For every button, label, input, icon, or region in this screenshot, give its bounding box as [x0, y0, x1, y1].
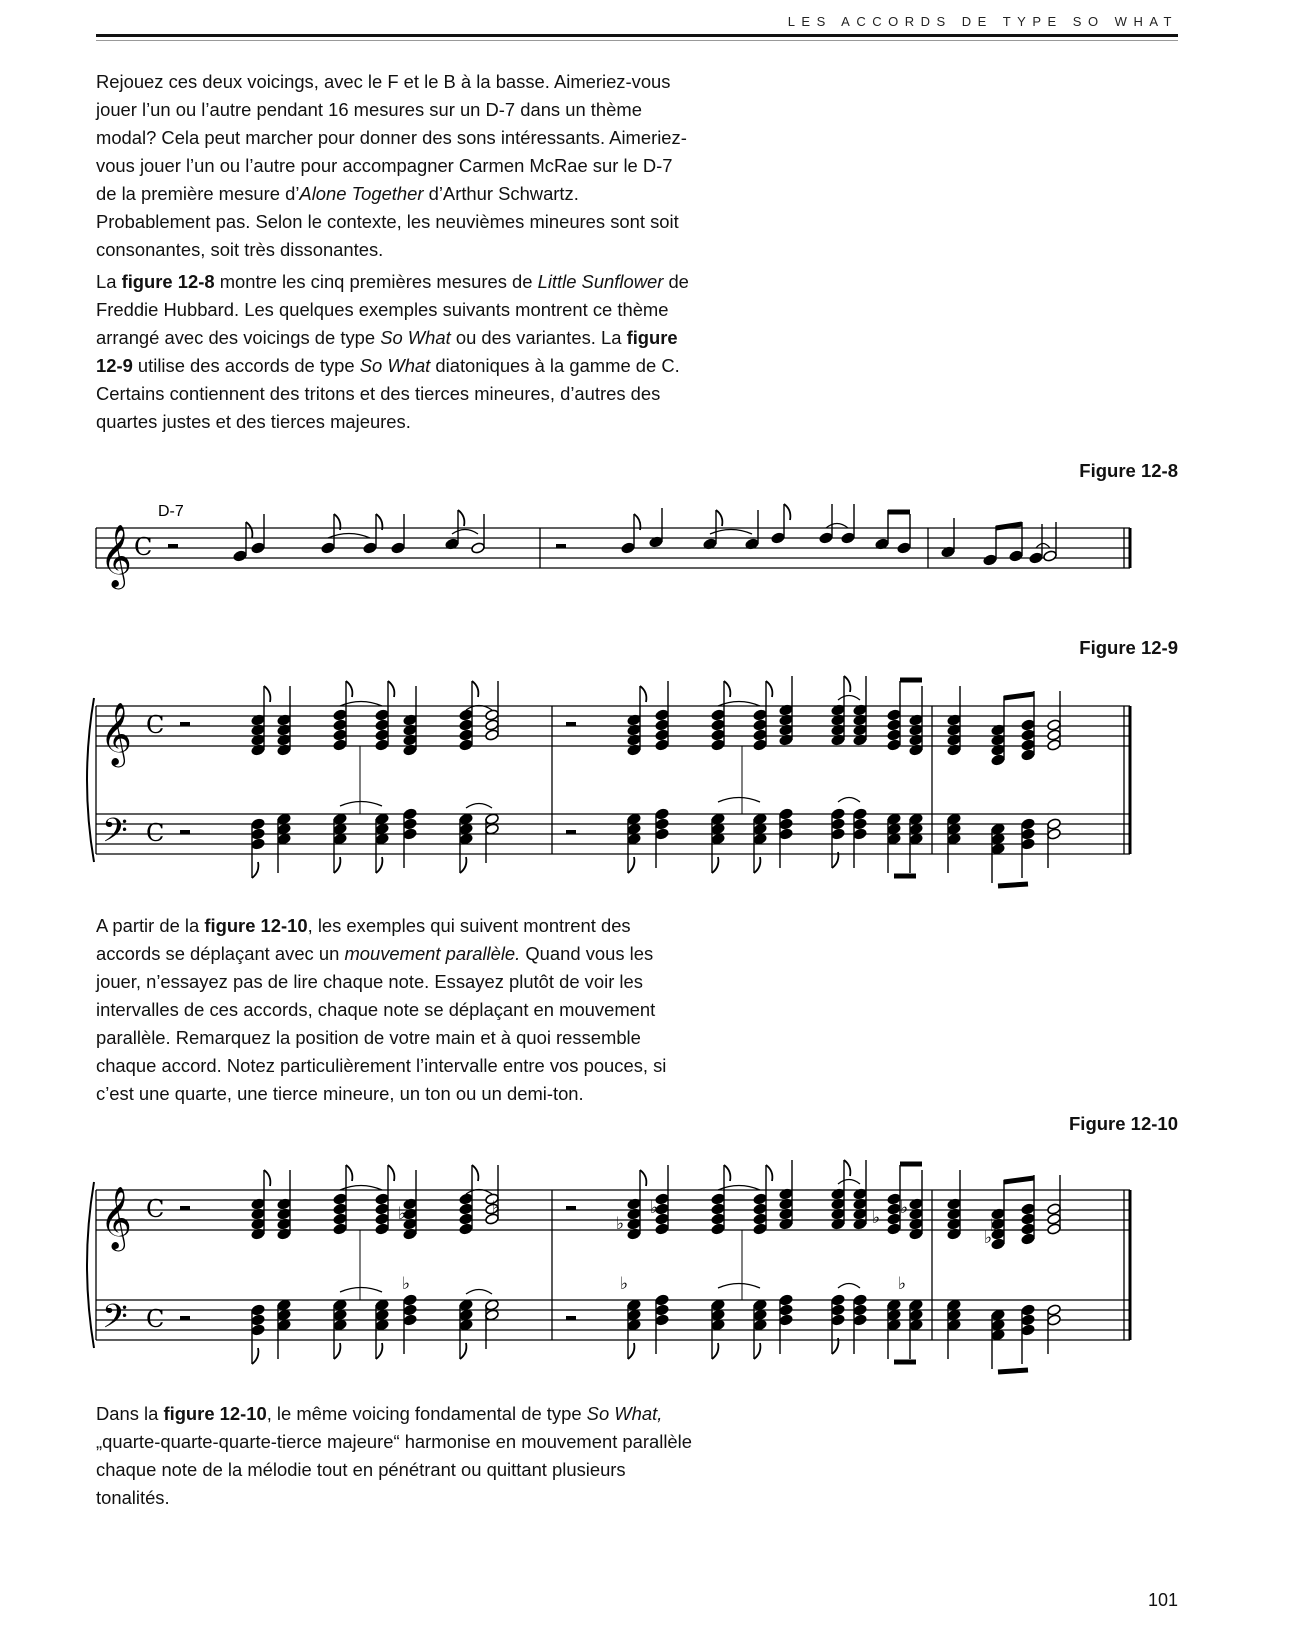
tie [838, 1180, 860, 1185]
common-time: C [146, 1305, 165, 1333]
notehead [947, 1309, 962, 1321]
notehead [333, 1299, 348, 1311]
notehead [1047, 1213, 1062, 1225]
tie [838, 1284, 860, 1289]
text-run: utilise des accords de type [132, 355, 360, 376]
tie [466, 1290, 492, 1295]
flag [754, 1343, 760, 1359]
text-run: diatoniques à la gamme de C. Certains contiennent des tritons et des tierces mineures, d’autres des quartes justes et des tierces majeures. [96, 355, 680, 432]
notehead [887, 1299, 902, 1311]
notehead [1021, 1213, 1036, 1225]
notehead [459, 1309, 474, 1321]
flat-sign: ♭ [984, 1228, 993, 1248]
bold-run: figure 12-8 [121, 271, 215, 292]
text-run: Quand vous les jouer, n’essayez pas de lire chaque note. Essayez plutôt de voir les intervalles de ces accords, chaque note se déplaçant en mouvement parallèle. Remarquez la position de votre main et à quoi ressemble chaque accord. Notez particulièrement l’intervalle entre vos pouces, si c’est une quarte, une tierce mineure, un ton ou un demi-ton. [96, 943, 667, 1104]
notehead [251, 1324, 266, 1336]
notehead [1021, 1304, 1036, 1316]
notehead [711, 1319, 726, 1331]
text-run: „quarte-quarte-quarte-tierce majeure“ harmonise en mouvement parallèle chaque note de la mélodie tout en pénétrant ou quittant plusieurs tonalités. [96, 1431, 692, 1508]
notehead [909, 1319, 924, 1331]
flag [346, 1165, 352, 1181]
notehead [853, 1294, 868, 1306]
notehead [753, 1319, 768, 1331]
notehead [753, 1213, 768, 1225]
flag [388, 1165, 394, 1181]
text-run: Rejouez ces deux voicings, avec le F et le B à la basse. Aimeriez-vous jouer l’un ou l’autre pendant 16 mesures sur un D-7 dans un thème modal? Cela peut marcher pour donner des sons intéressants. Aimeriez-vous jouer l’un ou l’autre pour accompagner Carmen McRae sur le D-7 de la première mesure d’ [96, 71, 687, 204]
half-rest [180, 1316, 190, 1320]
notehead [887, 1309, 902, 1321]
flag [766, 1165, 772, 1181]
text-run: , le même voicing fondamental de type [266, 1403, 587, 1424]
notehead [1047, 1223, 1062, 1235]
brace [87, 1182, 94, 1348]
flag [252, 1348, 258, 1364]
notehead [1047, 1203, 1062, 1215]
notehead [1021, 1233, 1036, 1245]
notehead [947, 1319, 962, 1331]
text-run: montre les cinq premières mesures de [214, 271, 538, 292]
notehead [753, 1299, 768, 1311]
flat-sign: ♭ [620, 1274, 629, 1294]
treble-clef: 𝄞 [100, 702, 132, 765]
notehead [333, 1309, 348, 1321]
notehead [991, 1238, 1006, 1250]
notehead [711, 1193, 726, 1205]
running-header: LES ACCORDS DE TYPE SO WHAT [787, 14, 1178, 29]
italic-run: So What [359, 355, 431, 376]
notehead [831, 1314, 846, 1326]
italic-run: mouvement parallèle. [344, 943, 521, 964]
common-time: C [146, 711, 165, 739]
tie [340, 1288, 382, 1293]
notehead [991, 1329, 1006, 1341]
bold-run: figure 12-10 [204, 915, 308, 936]
paragraph-4 [96, 1400, 696, 1512]
notehead [459, 1299, 474, 1311]
notehead [753, 1203, 768, 1215]
half-rest [180, 1206, 190, 1210]
notehead [947, 1299, 962, 1311]
notehead [403, 1314, 418, 1326]
notehead [909, 1299, 924, 1311]
notehead [655, 1314, 670, 1326]
flat-sign: ♭ [402, 1274, 411, 1294]
notehead [277, 1299, 292, 1311]
notehead [459, 1223, 474, 1235]
notehead [655, 1223, 670, 1235]
flat-sign: ♭ [616, 1214, 625, 1234]
bold-run: figure 12-10 [163, 1403, 267, 1424]
notehead [779, 1304, 794, 1316]
half-rest [566, 1316, 576, 1320]
flag [472, 1165, 478, 1181]
notehead [711, 1213, 726, 1225]
flag [460, 1343, 466, 1359]
treble-clef: 𝄞 [100, 1186, 132, 1249]
notehead [991, 1319, 1006, 1331]
flat-sign: ♭ [650, 1198, 659, 1218]
flag [844, 1160, 850, 1176]
bass-clef: 𝄢 [102, 812, 128, 858]
text-run: , les exemples qui suivent montrent des accords se déplaçant avec un [96, 915, 631, 964]
notehead [1047, 1314, 1062, 1326]
notehead [753, 1193, 768, 1205]
half-rest [566, 1206, 576, 1210]
notehead [991, 1309, 1006, 1321]
italic-run: Little Sunflower [537, 271, 664, 292]
figure-12-10-label: Figure 12-10 [1069, 1113, 1178, 1134]
flag [724, 1165, 730, 1181]
notehead [333, 1319, 348, 1331]
notehead [459, 1193, 474, 1205]
notehead [375, 1213, 390, 1225]
notehead [831, 1294, 846, 1306]
notehead [887, 1319, 902, 1331]
notehead [1021, 1324, 1036, 1336]
notehead [753, 1309, 768, 1321]
notehead [333, 1223, 348, 1235]
text-run: de Freddie Hubbard. Les quelques exemples suivants montrent ce thème arrangé avec des voicings de type [96, 271, 689, 348]
flat-sign: ♭ [898, 1274, 907, 1294]
notehead [711, 1203, 726, 1215]
notehead [375, 1223, 390, 1235]
flat-sign: ♭ [900, 1198, 909, 1218]
flag [712, 1343, 718, 1359]
notehead [1021, 1203, 1036, 1215]
beam [1004, 1178, 1034, 1182]
notehead [1047, 1304, 1062, 1316]
notehead [403, 1294, 418, 1306]
notehead [887, 1223, 902, 1235]
italic-run: Alone Together [299, 183, 424, 204]
notehead [459, 1319, 474, 1331]
text-run: La [96, 271, 122, 292]
tie [718, 1284, 760, 1289]
notehead [779, 1314, 794, 1326]
notehead [375, 1193, 390, 1205]
figure-12-9-label: Figure 12-9 [1079, 637, 1178, 658]
notehead [375, 1299, 390, 1311]
chord-symbol: D-7 [158, 503, 184, 520]
treble-clef: 𝄞 [100, 524, 132, 587]
notehead [375, 1203, 390, 1215]
common-time: C [134, 533, 153, 561]
flag [628, 1343, 634, 1359]
notehead [711, 1223, 726, 1235]
flag [334, 1343, 340, 1359]
notehead [711, 1309, 726, 1321]
text-run: Dans la [96, 1403, 164, 1424]
common-time: C [146, 819, 165, 847]
notehead [627, 1319, 642, 1331]
notehead [333, 1193, 348, 1205]
notehead [485, 1309, 500, 1321]
text-run: d’Arthur Schwartz. Probablement pas. Selon le contexte, les neuvièmes mineures sont soit consonantes, soit très dissonantes. [96, 183, 679, 260]
bold-run: figure 12-9 [96, 327, 678, 376]
notehead [251, 1304, 266, 1316]
common-time: C [146, 1195, 165, 1223]
notehead [853, 1314, 868, 1326]
italic-run: So What [380, 327, 451, 348]
notehead [459, 1203, 474, 1215]
notehead [655, 1294, 670, 1306]
flag [264, 1170, 270, 1186]
notehead [277, 1309, 292, 1321]
notehead [831, 1304, 846, 1316]
notehead [853, 1304, 868, 1316]
text-run: A partir de la [96, 915, 205, 936]
page-number: 101 [1147, 1590, 1178, 1610]
notehead [1021, 1314, 1036, 1326]
notehead [251, 1314, 266, 1326]
figure-12-8-label: Figure 12-8 [1079, 460, 1178, 481]
text-run: ou des variantes. La [450, 327, 627, 348]
bass-clef: 𝄢 [102, 1298, 128, 1344]
flat-sign: ♭ [990, 1216, 999, 1236]
flag [376, 1343, 382, 1359]
notehead [459, 1213, 474, 1225]
notehead [711, 1299, 726, 1311]
notehead [485, 1299, 500, 1311]
notehead [627, 1299, 642, 1311]
italic-run: So What, [586, 1403, 663, 1424]
flat-sign: ♭ [398, 1204, 407, 1224]
notehead [277, 1319, 292, 1331]
notehead [753, 1223, 768, 1235]
notehead [1021, 1223, 1036, 1235]
beam [998, 1370, 1028, 1372]
notehead [627, 1309, 642, 1321]
notehead [779, 1294, 794, 1306]
flat-sign: ♭ [872, 1208, 881, 1228]
flat-sign: ♭ [492, 1198, 501, 1218]
flag [640, 1170, 646, 1186]
notehead [333, 1203, 348, 1215]
notehead [403, 1304, 418, 1316]
notehead [375, 1319, 390, 1331]
notehead [655, 1304, 670, 1316]
notehead [375, 1309, 390, 1321]
notehead [909, 1309, 924, 1321]
notehead [333, 1213, 348, 1225]
